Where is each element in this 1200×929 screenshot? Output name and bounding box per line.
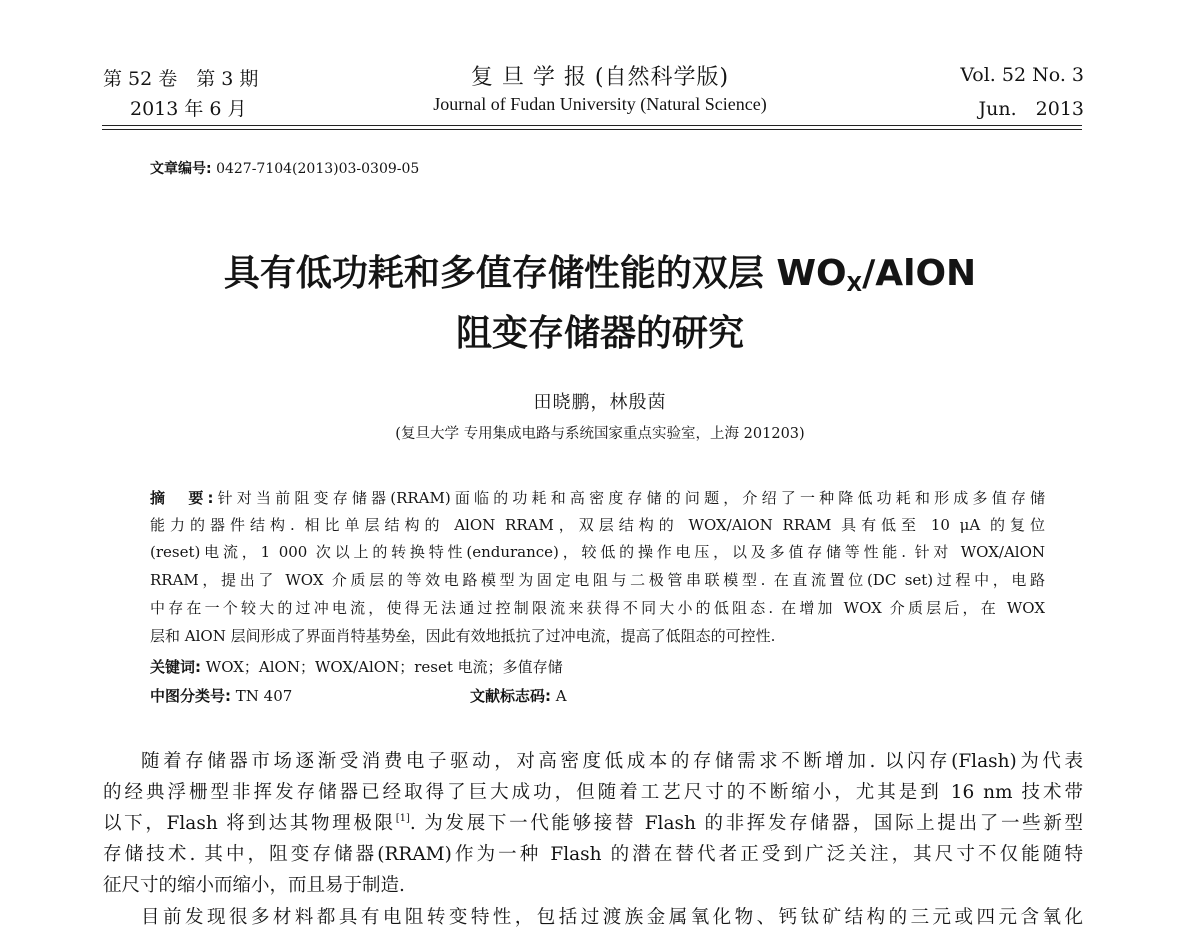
- clc-value: TN 407: [235, 687, 293, 705]
- authors: 田晓鹏，林殷茵: [533, 392, 667, 413]
- volume-issue-en: Vol. 52 No. 3: [960, 64, 1084, 86]
- paper-title-line1: [0, 245, 1200, 296]
- date-cn: 2013 年 6 月: [130, 98, 247, 120]
- document-code-value: A: [555, 687, 567, 705]
- abstract-label: 摘 要:: [150, 489, 214, 507]
- abstract-line: 中存在一个较大的过冲电流，使得无法通过控制限流来获得不同大小的低阻态. 在增加 WOX 介质层后，在 WOX: [150, 599, 1045, 617]
- abstract-line: RRAM，提出了 WOX 介质层的等效电路模型为固定电阻与二极管串联模型. 在直流置位(DC set)过程中，电路: [150, 571, 1045, 589]
- abstract-line: (reset)电流，1 000 次以上的转换特性(endurance)，较低的操作电压，以及多值存储等性能. 针对 WOX/AlON: [150, 543, 1045, 561]
- date-en: Jun. 2013: [978, 98, 1084, 120]
- abstract-text: 针对当前阻变存储器(RRAM)面临的功耗和高密度存储的问题，介绍了一种降低功耗和形成多值存储: [213, 489, 1045, 507]
- body-paragraph-line: 存储技术. 其中，阻变存储器(RRAM)作为一种 Flash 的潜在替代者正受到广泛关注，其尺寸不仅能随特: [103, 844, 1083, 865]
- clc-number: [150, 685, 292, 706]
- header-rule-thin: [102, 129, 1082, 130]
- keywords-value: WOX；AlON；WOX/AlON；reset 电流；多值存储: [205, 658, 563, 676]
- title-subscript: X: [846, 272, 863, 296]
- keywords-label: 关键词:: [150, 658, 201, 676]
- body-text: 以下，Flash 将到达其物理极限: [103, 813, 396, 834]
- title-text-end: /AlON: [862, 253, 977, 294]
- body-paragraph-line: 的经典浮栅型非挥发存储器已经取得了巨大成功，但随着工艺尺寸的不断缩小，尤其是到 16 nm 技术带: [103, 782, 1083, 803]
- body-paragraph-line: [103, 809, 1083, 835]
- body-text: . 为发展下一代能够接替 Flash 的非挥发存储器，国际上提出了一些新型: [409, 813, 1084, 834]
- journal-title-en: Journal of Fudan University (Natural Science): [433, 94, 767, 114]
- abstract-line: 能力的器件结构. 相比单层结构的 AlON RRAM，双层结构的 WOX/AlON RRAM 具有低至 10 μA 的复位: [150, 516, 1045, 534]
- abstract-line: [150, 487, 1045, 508]
- body-paragraph-line: 目前发现很多材料都具有电阻转变特性，包括过渡族金属氧化物、钙钛矿结构的三元或四元含氧化: [141, 907, 1083, 928]
- clc-label: 中图分类号:: [150, 687, 231, 705]
- abstract-line: 层和 AlON 层间形成了界面肖特基势垒，因此有效地抵抗了过冲电流，提高了低阻态的可控性.: [150, 627, 776, 645]
- paper-title-line2: 阻变存储器的研究: [455, 313, 744, 354]
- document-code: [470, 685, 567, 706]
- article-number-value: 0427-7104(2013)03-0309-05: [216, 161, 420, 177]
- article-number-label: 文章编号:: [150, 161, 212, 177]
- body-paragraph-line: 征尺寸的缩小而缩小，而且易于制造.: [103, 875, 405, 896]
- header-rule: [102, 125, 1082, 126]
- citation-ref[interactable]: [1]: [395, 813, 410, 824]
- document-code-label: 文献标志码:: [470, 687, 551, 705]
- keywords: [150, 656, 563, 677]
- body-paragraph-line: 随着存储器市场逐渐受消费电子驱动，对高密度低成本的存储需求不断增加. 以闪存(Flash)为代表: [141, 751, 1083, 772]
- journal-title-cn: 复 旦 学 报 (自然科学版): [470, 65, 730, 90]
- article-number: [150, 158, 419, 178]
- affiliation: (复旦大学 专用集成电路与系统国家重点实验室，上海 201203): [395, 426, 805, 442]
- title-text: 具有低功耗和多值存储性能的双层 WO: [223, 253, 847, 294]
- volume-issue-cn: 第 52 卷 第 3 期: [103, 68, 259, 90]
